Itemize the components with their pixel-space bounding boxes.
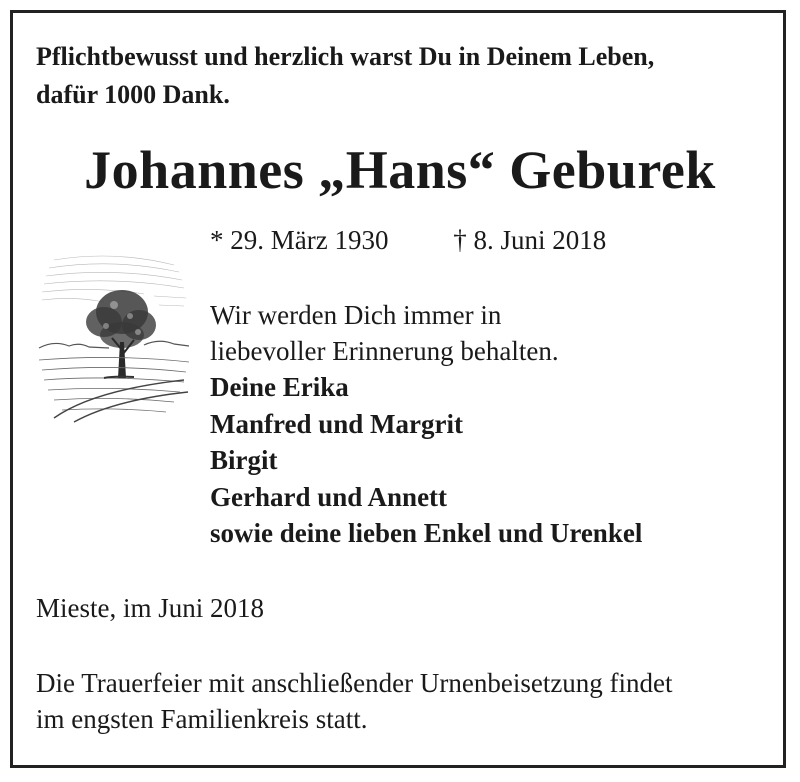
intro-text (36, 38, 776, 114)
deceased-name: Johannes „Hans“ Geburek (84, 140, 716, 200)
mourner: sowie deine lieben Enkel und Urenkel (210, 518, 643, 548)
message-line: Wir werden Dich immer in (210, 300, 502, 330)
mourners-list (210, 369, 770, 552)
mourner: Manfred und Margrit (210, 408, 463, 439)
mourner: Birgit (210, 445, 278, 475)
birth-date: * 29. März 1930 (210, 225, 389, 255)
death-date: † 8. Juni 2018 (453, 225, 607, 255)
memorial-message (210, 297, 770, 369)
funeral-service-note (36, 665, 776, 737)
life-dates (210, 223, 730, 257)
service-line: Die Trauerfeier mit anschließender Urnenbeisetzung findet (36, 668, 673, 698)
intro-line: dafür 1000 Dank. (36, 80, 230, 109)
tree-landscape-icon (34, 250, 194, 430)
intro-line: Pflichtbewusst und herzlich warst Du in Deinem Leben, (36, 42, 655, 71)
service-line: im engsten Familienkreis statt. (36, 704, 368, 734)
mourner: Gerhard und Annett (210, 481, 448, 512)
place-and-date: Mieste, im Juni 2018 (36, 593, 264, 623)
mourner: Deine Erika (210, 372, 349, 402)
message-line: liebevoller Erinnerung behalten. (210, 336, 559, 366)
